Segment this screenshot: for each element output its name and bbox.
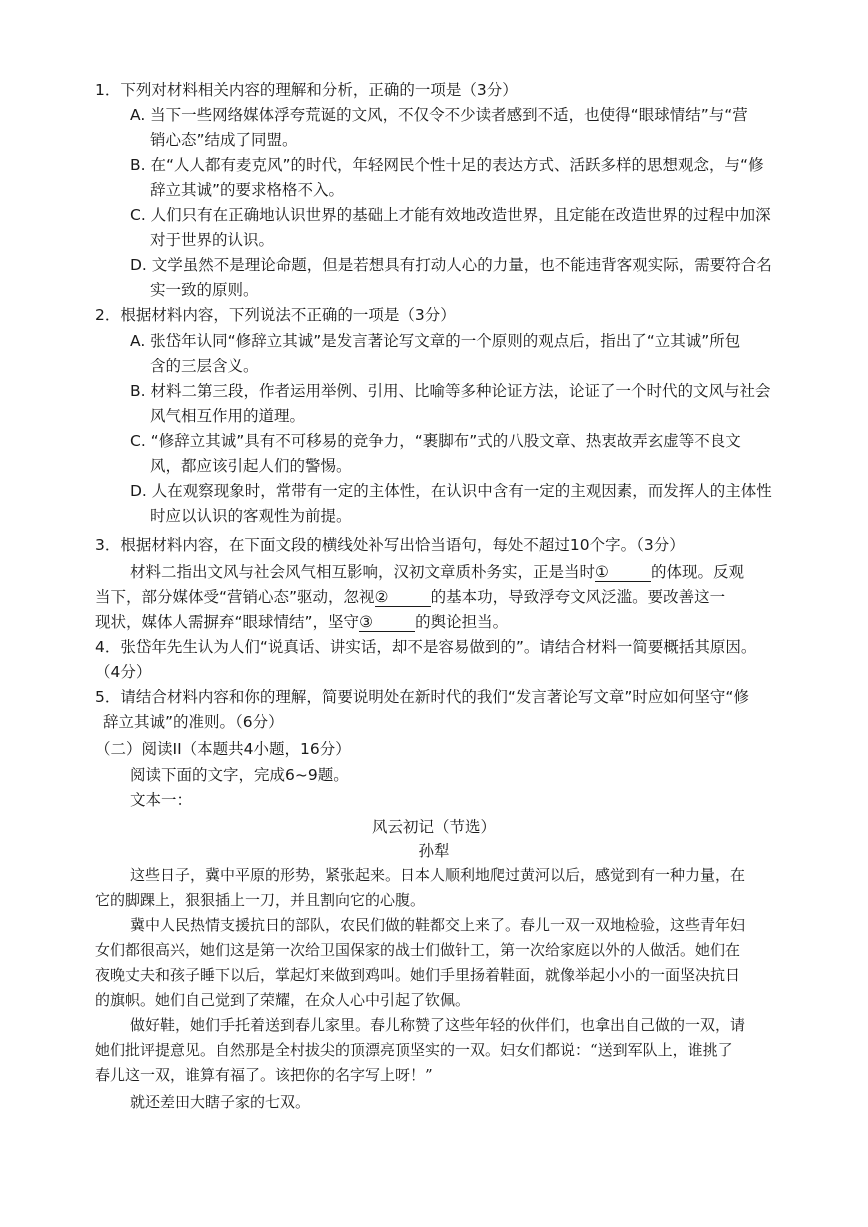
- question-2-option-c-line1: C. “修辞立其诚”具有不可移易的竞争力，“裹脚布”式的八股文章、热衷故弄玄虚等不良文: [130, 432, 741, 450]
- question-2-stem: 2．根据材料内容，下列说法不正确的一项是（3分）: [95, 306, 456, 324]
- question-1-option-a-line1: A. 当下一些网络媒体浮夸荒诞的文风，不仅令不少读者感到不适，也使得“眼球情结”与“营: [130, 106, 748, 124]
- passage-text: 材料二指出文风与社会风气相互影响，汉初文章质朴务实，正是当时: [130, 563, 596, 581]
- excerpt-paragraph-4-line1: 就还差田大瞎子家的七双。: [130, 1093, 311, 1111]
- question-3-stem: 3．根据材料内容，在下面文段的横线处补写出恰当语句，每处不超过10个字。（3分）: [95, 536, 685, 554]
- question-3-passage-line3: [95, 610, 508, 634]
- question-1-option-b-line2: 辞立其诚”的要求格格不入。: [150, 181, 345, 199]
- answer-blank-2[interactable]: [375, 588, 431, 607]
- question-4-line1: 4．张岱年先生认为人们“说真话、讲实话，却不是容易做到的”。请结合材料一简要概括其原因。: [95, 638, 757, 656]
- passage-text: 当下，部分媒体受“营销心态”驱动，忽视: [95, 588, 375, 606]
- excerpt-title: 风云初记（节选）: [371, 818, 496, 836]
- blank-marker: ②: [374, 588, 389, 606]
- question-1-option-c-line1: C. 人们只有在正确地认识世界的基础上才能有效地改造世界，且定能在改造世界的过程中加深: [130, 206, 771, 224]
- section-2-instruction: 阅读下面的文字，完成6~9题。: [130, 766, 349, 784]
- excerpt-paragraph-3-line3: 春儿这一双，谁算有福了。该把你的名字写上呀！”: [95, 1066, 433, 1084]
- answer-blank-1[interactable]: [595, 563, 651, 582]
- excerpt-paragraph-1-line1: 这些日子，冀中平原的形势，紧张起来。日本人顺利地爬过黄河以后，感觉到有一种力量，在: [130, 866, 746, 884]
- section-2-heading: （二）阅读II（本题共4小题，16分）: [95, 740, 351, 758]
- passage-text: 的体现。反观: [651, 563, 745, 581]
- blank-marker: ①: [595, 563, 609, 581]
- excerpt-paragraph-3-line1: 做好鞋，她们手托着送到春儿家里。春儿称赞了这些年轻的伙伴们，也拿出自己做的一双，请: [130, 1016, 746, 1034]
- question-1-option-a-line2: 销心态”结成了同盟。: [150, 131, 298, 149]
- question-1-stem: 1．下列对材料相关内容的理解和分析，正确的一项是（3分）: [95, 81, 518, 99]
- excerpt-paragraph-2-line3: 夜晚丈夫和孩子睡下以后，掌起灯来做到鸡叫。她们手里扬着鞋面，就像举起小小的一面坚决抗日: [95, 966, 741, 984]
- question-2-option-d-line2: 时应以认识的客观性为前提。: [150, 507, 352, 525]
- excerpt-paragraph-2-line4: 的旗帜。她们自己觉到了荣耀，在众人心中引起了钦佩。: [95, 991, 471, 1009]
- passage-text: 现状，媒体人需摒弃“眼球情结”，坚守: [95, 613, 360, 631]
- question-2-option-c-line2: 风，都应该引起人们的警惕。: [150, 457, 352, 475]
- question-3-passage-line2: [95, 585, 725, 609]
- question-2-option-a-line2: 含的三层含义。: [150, 357, 259, 375]
- question-2-option-b-line1: B. 材料二第三段，作者运用举例、引用、比喻等多种论证方法，论证了一个时代的文风与社会: [130, 382, 771, 400]
- question-5-line2: 辞立其诚”的准则。（6分）: [103, 713, 284, 731]
- blank-marker: ③: [359, 613, 373, 631]
- text-label: 文本一：: [130, 791, 193, 809]
- question-3-passage-line1: [130, 560, 744, 584]
- excerpt-author: 孙犁: [418, 842, 450, 860]
- excerpt-paragraph-2-line1: 冀中人民热情支援抗日的部队，农民们做的鞋都交上来了。春儿一双一双地检验，这些青年妇: [130, 916, 746, 934]
- excerpt-paragraph-3-line2: 她们批评提意见。自然那是全村拔尖的顶漂亮顶坚实的一双。妇女们都说：“送到军队上，谁挑了: [95, 1041, 733, 1059]
- answer-blank-3[interactable]: [359, 613, 415, 632]
- question-1-option-b-line1: B. 在“人人都有麦克风”的时代，年轻网民个性十足的表达方式、活跃多样的思想观念，与“修: [130, 156, 764, 174]
- passage-text: 的基本功，导致浮夸文风泛滥。要改善这一: [430, 588, 726, 606]
- question-4-line2: （4分）: [95, 663, 152, 681]
- question-2-option-d-line1: D. 人在观察现象时，常带有一定的主体性，在认识中含有一定的主观因素，而发挥人的主体性: [130, 482, 772, 500]
- question-5-line1: 5．请结合材料内容和你的理解，简要说明处在新时代的我们“发言著论写文章”时应如何坚守“修: [95, 688, 749, 706]
- question-1-option-c-line2: 对于世界的认识。: [150, 231, 275, 249]
- passage-text: 的舆论担当。: [415, 613, 509, 631]
- question-2-option-a-line1: A. 张岱年认同“修辞立其诚”是发言著论写文章的一个原则的观点后，指出了“立其诚”所包: [130, 332, 741, 350]
- excerpt-paragraph-1-line2: 它的脚踝上，狠狠插上一刀，并且割向它的心腹。: [95, 891, 426, 909]
- excerpt-paragraph-2-line2: 女们都很高兴，她们这是第一次给卫国保家的战士们做针工，第一次给家庭以外的人做活。她们在: [95, 941, 741, 959]
- question-1-option-d-line1: D. 文学虽然不是理论命题，但是若想具有打动人心的力量，也不能违背客观实际，需要符合名: [130, 256, 772, 274]
- question-1-option-d-line2: 实一致的原则。: [150, 281, 259, 299]
- question-2-option-b-line2: 风气相互作用的道理。: [150, 407, 306, 425]
